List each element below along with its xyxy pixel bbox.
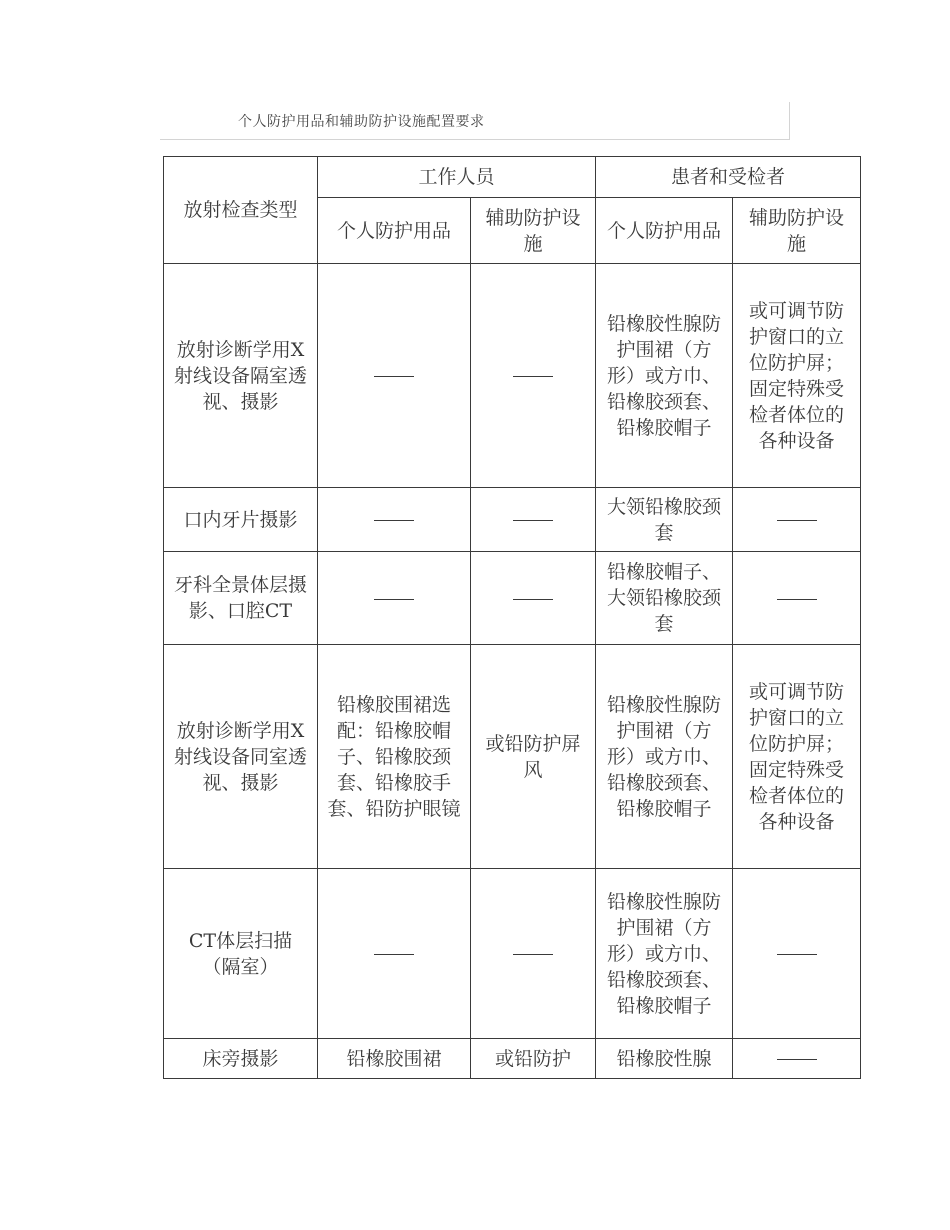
cell-staff-personal	[318, 264, 471, 488]
dash-mark	[513, 954, 553, 955]
cell-exam-type: 放射诊断学用X射线设备同室透视、摄影	[164, 645, 318, 869]
cell-exam-type: 放射诊断学用X射线设备隔室透视、摄影	[164, 264, 318, 488]
cell-staff-personal: 铅橡胶围裙选配：铅橡胶帽子、铅橡胶颈套、铅橡胶手套、铅防护眼镜	[318, 645, 471, 869]
cell-staff-personal	[318, 552, 471, 645]
header-patient-aux: 辅助防护设施	[733, 198, 861, 264]
cell-staff-aux	[471, 488, 596, 552]
cell-patient-aux: 或可调节防护窗口的立位防护屏；固定特殊受检者体位的各种设备	[733, 264, 861, 488]
cell-patient-personal: 铅橡胶性腺	[596, 1039, 733, 1079]
cell-patient-aux	[733, 488, 861, 552]
cell-staff-aux: 或铅防护屏风	[471, 645, 596, 869]
table-row	[164, 264, 861, 488]
cell-staff-aux: 或铅防护	[471, 1039, 596, 1079]
cell-exam-type: 牙科全景体层摄影、口腔CT	[164, 552, 318, 645]
cell-staff-aux	[471, 264, 596, 488]
table-row	[164, 1039, 861, 1079]
cell-patient-personal: 大领铅橡胶颈套	[596, 488, 733, 552]
cell-patient-aux: 或可调节防护窗口的立位防护屏；固定特殊受检者体位的各种设备	[733, 645, 861, 869]
cell-staff-personal	[318, 869, 471, 1039]
cell-exam-type: 床旁摄影	[164, 1039, 318, 1079]
header-staff-personal: 个人防护用品	[318, 198, 471, 264]
cell-patient-aux	[733, 1039, 861, 1079]
dash-mark	[374, 520, 414, 521]
cell-exam-type: 口内牙片摄影	[164, 488, 318, 552]
cell-staff-personal	[318, 488, 471, 552]
cell-staff-aux	[471, 869, 596, 1039]
dash-mark	[374, 599, 414, 600]
table-row	[164, 552, 861, 645]
header-group-patient: 患者和受检者	[596, 157, 861, 198]
dash-mark	[374, 376, 414, 377]
cell-staff-aux	[471, 552, 596, 645]
cell-patient-personal: 铅橡胶性腺防护围裙（方形）或方巾、铅橡胶颈套、铅橡胶帽子	[596, 869, 733, 1039]
header-group-staff: 工作人员	[318, 157, 596, 198]
header-exam-type: 放射检查类型	[164, 157, 318, 264]
dash-mark	[513, 599, 553, 600]
cell-patient-personal: 铅橡胶帽子、大领铅橡胶颈套	[596, 552, 733, 645]
cell-exam-type: CT体层扫描（隔室）	[164, 869, 318, 1039]
protection-requirements-table	[163, 156, 861, 1079]
document-header	[160, 102, 790, 140]
dash-mark	[777, 954, 817, 955]
table-row	[164, 869, 861, 1039]
table-row	[164, 488, 861, 552]
table-row	[164, 645, 861, 869]
dash-mark	[374, 954, 414, 955]
dash-mark	[513, 376, 553, 377]
document-title: 个人防护用品和辅助防护设施配置要求	[238, 114, 485, 130]
table-header-row	[164, 157, 861, 198]
cell-patient-personal: 铅橡胶性腺防护围裙（方形）或方巾、铅橡胶颈套、铅橡胶帽子	[596, 645, 733, 869]
header-staff-aux: 辅助防护设施	[471, 198, 596, 264]
dash-mark	[777, 520, 817, 521]
cell-patient-aux	[733, 869, 861, 1039]
cell-patient-aux	[733, 552, 861, 645]
dash-mark	[777, 1059, 817, 1060]
dash-mark	[777, 599, 817, 600]
cell-patient-personal: 铅橡胶性腺防护围裙（方形）或方巾、铅橡胶颈套、铅橡胶帽子	[596, 264, 733, 488]
header-patient-personal: 个人防护用品	[596, 198, 733, 264]
dash-mark	[513, 520, 553, 521]
cell-staff-personal: 铅橡胶围裙	[318, 1039, 471, 1079]
